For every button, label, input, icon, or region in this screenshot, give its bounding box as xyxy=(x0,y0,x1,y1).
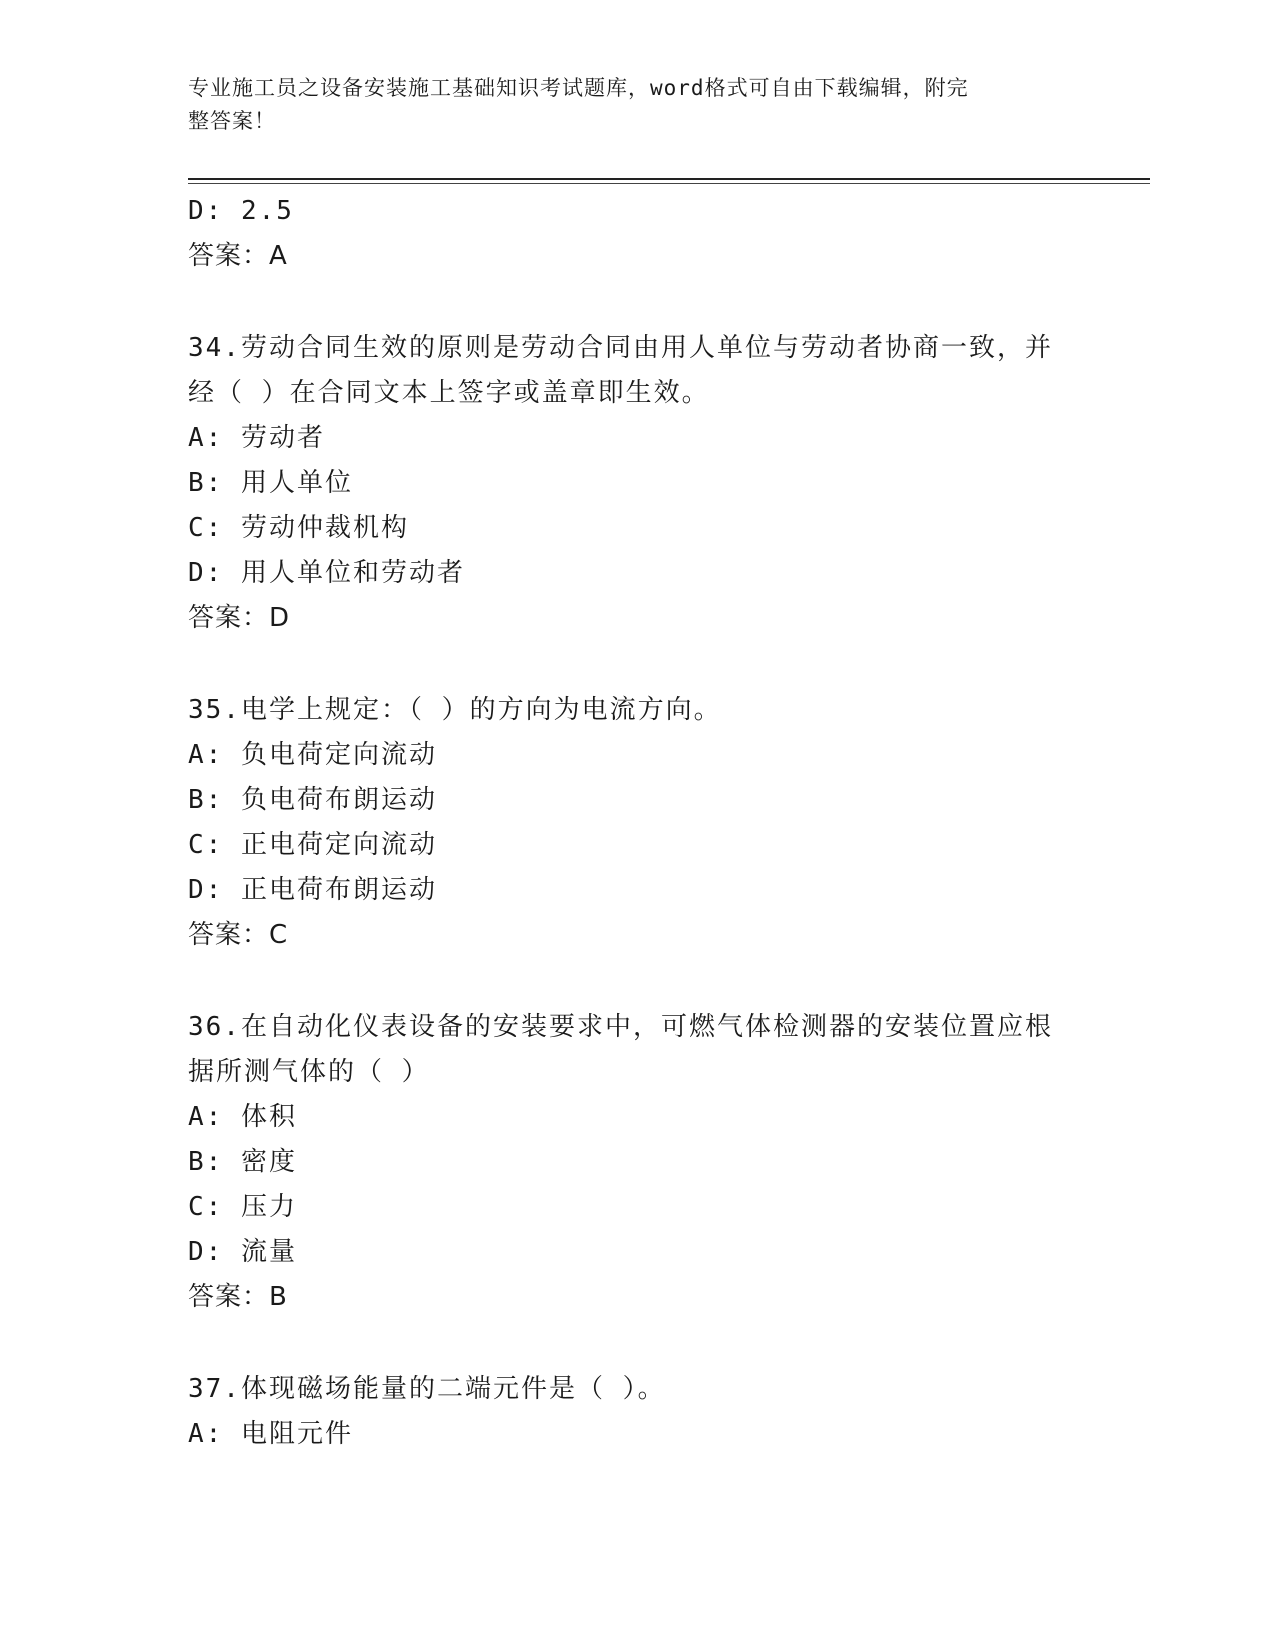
option-d: D: 流量 xyxy=(188,1237,297,1267)
document-header xyxy=(188,72,1068,138)
question-35 xyxy=(188,688,1078,958)
option-d: D: 用人单位和劳动者 xyxy=(188,558,465,588)
option-d: D: 正电荷布朗运动 xyxy=(188,875,437,905)
question-list xyxy=(188,189,1078,1457)
previous-question-fragment xyxy=(188,189,1078,279)
option-a: A: 劳动者 xyxy=(188,423,325,453)
header-divider-thin xyxy=(188,183,1150,184)
option-a: A: 体积 xyxy=(188,1102,297,1132)
question-text-line-1: 37.体现磁场能量的二端元件是（ ）。 xyxy=(188,1374,666,1404)
question-36 xyxy=(188,1005,1078,1320)
option-b: B: 用人单位 xyxy=(188,468,353,498)
option-a: A: 电阻元件 xyxy=(188,1419,353,1449)
header-divider-thick xyxy=(188,178,1150,180)
option-b: B: 密度 xyxy=(188,1147,297,1177)
question-37 xyxy=(188,1367,1078,1457)
question-text-line-1: 34.劳动合同生效的原则是劳动合同由用人单位与劳动者协商一致，并 xyxy=(188,333,1053,363)
question-text-line-1: 35.电学上规定：（ ）的方向为电流方向。 xyxy=(188,695,722,725)
question-text-line-2: 据所测气体的（ ） xyxy=(188,1057,430,1087)
option-b: B: 负电荷布朗运动 xyxy=(188,785,437,815)
header-line-1: 专业施工员之设备安装施工基础知识考试题库，word格式可自由下载编辑，附完 xyxy=(188,76,969,100)
answer-line: 答案：B xyxy=(188,1282,288,1312)
question-text-line-2: 经（ ）在合同文本上签字或盖章即生效。 xyxy=(188,378,710,408)
answer-line: 答案：A xyxy=(188,241,288,271)
header-line-2: 整答案！ xyxy=(188,109,276,133)
spacer xyxy=(188,279,1078,326)
answer-line: 答案：D xyxy=(188,603,291,633)
question-text-line-1: 36.在自动化仪表设备的安装要求中，可燃气体检测器的安装位置应根 xyxy=(188,1012,1053,1042)
option-c: C: 劳动仲裁机构 xyxy=(188,513,409,543)
option-c: C: 正电荷定向流动 xyxy=(188,830,437,860)
option-d: D: 2.5 xyxy=(188,196,294,226)
option-a: A: 负电荷定向流动 xyxy=(188,740,437,770)
answer-line: 答案：C xyxy=(188,920,289,950)
spacer xyxy=(188,641,1078,688)
option-c: C: 压力 xyxy=(188,1192,297,1222)
spacer xyxy=(188,958,1078,1005)
question-34 xyxy=(188,326,1078,641)
spacer xyxy=(188,1320,1078,1367)
